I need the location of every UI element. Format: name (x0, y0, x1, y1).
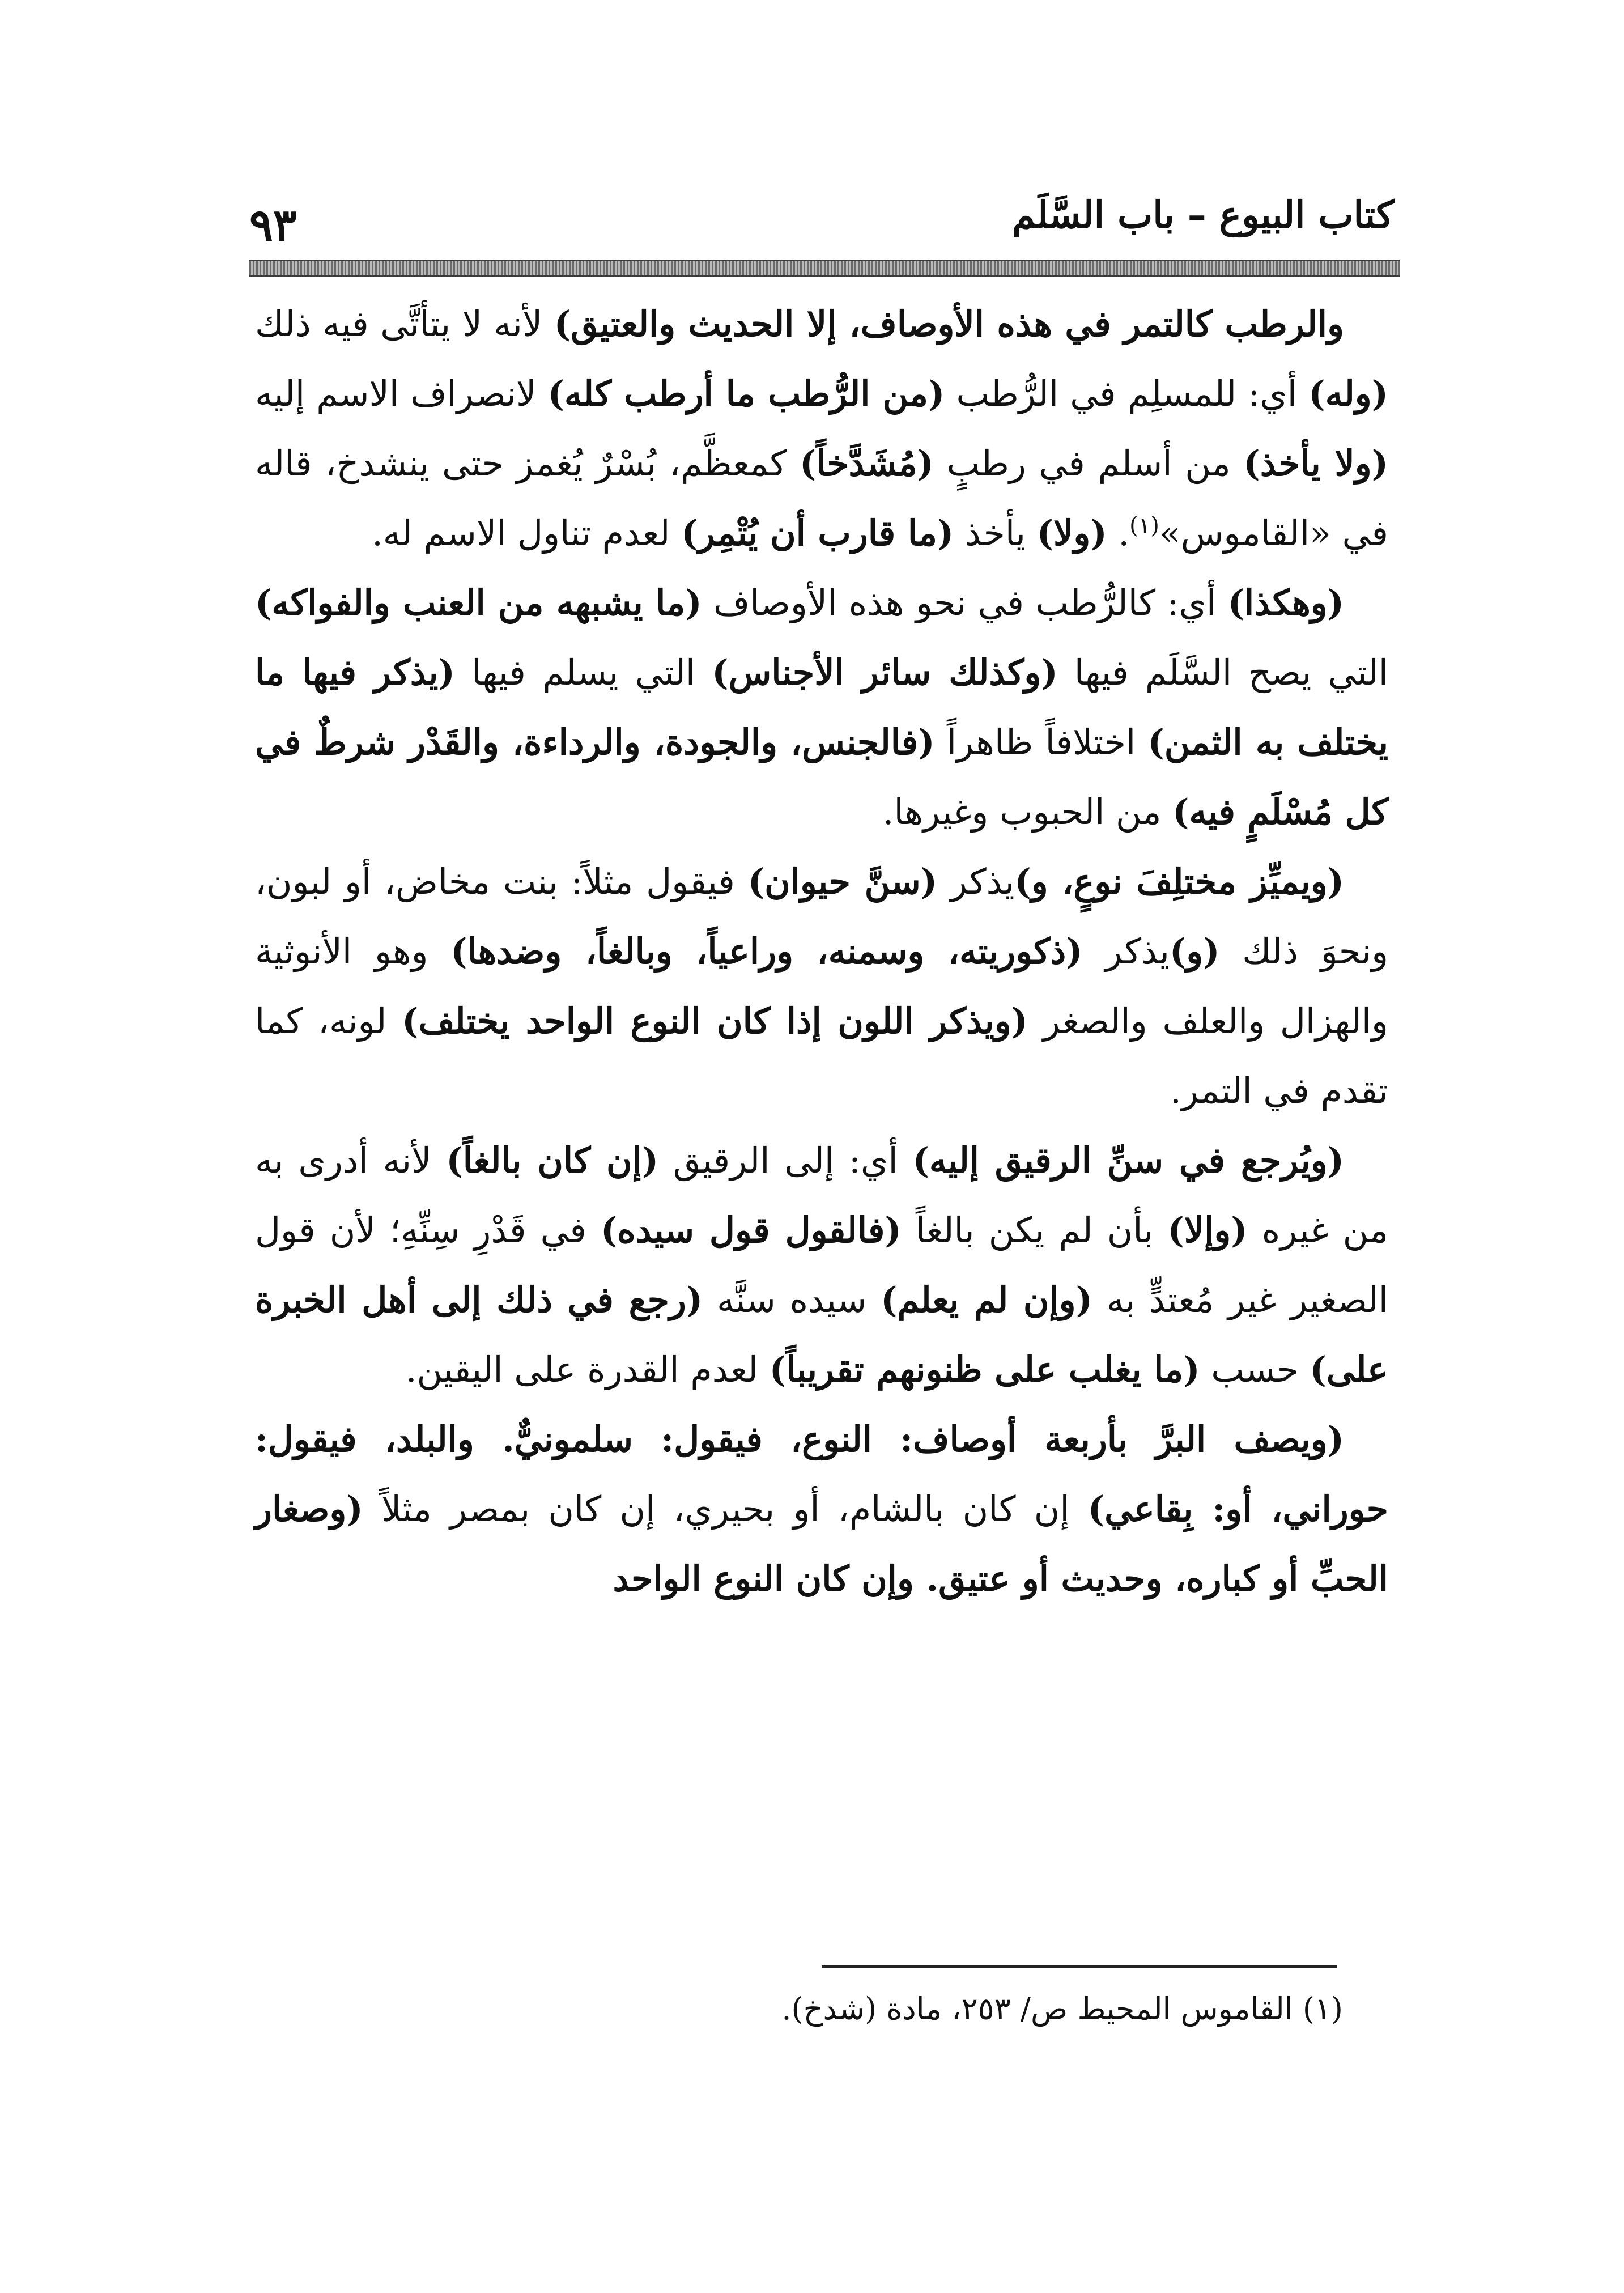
footnote-divider (822, 1965, 1337, 1968)
main-text (255, 289, 1388, 1613)
commentary-text: إن كان بالشام، أو بحيري، إن كان بمصر مثلاً (363, 1488, 1088, 1530)
matn-text: (إن كان بالغاً) (446, 1140, 659, 1181)
commentary-text: التي يسلم فيها (454, 652, 712, 693)
commentary-text: في قَدْرِ سِنِّهِ؛ لأن قول الصغير غير مُعتدٍّ به (255, 1209, 1388, 1320)
commentary-text: يذكر (937, 861, 1015, 902)
commentary-text: لونه، كما تقدم في التمر. (255, 1000, 1388, 1111)
commentary-text: التي يصح السَّلَم فيها (1057, 652, 1389, 693)
commentary-text: أي: للمسلِم في الرُّطب (945, 373, 1309, 414)
commentary-text: لانصراف الاسم إليه (255, 373, 548, 414)
commentary-text: لعدم تناول الاسم له. (372, 512, 682, 554)
matn-text: (ولا يأخذ) (1243, 443, 1388, 484)
matn-text: (رجع في ذلك إلى أهل الخبرة على) (255, 1279, 1388, 1390)
commentary-text: . (1107, 512, 1130, 554)
commentary-text: يأخذ (954, 512, 1037, 554)
matn-text: (من الرُّطب ما أرطب كله) (547, 373, 945, 414)
matn-text: (ولا) (1036, 512, 1107, 554)
paragraph (255, 289, 1388, 568)
footnote-ref: (١) (1129, 512, 1159, 539)
commentary-text: لعدم القدرة على اليقين. (405, 1349, 770, 1390)
matn-text: (ما يشبهه من العنب والفواكه) (255, 582, 702, 623)
matn-text: (ذكوريته، وسمنه، وراعياً، وبالغاً، وضدها) (450, 931, 1083, 972)
commentary-text: فيقول مثلاً: بنت مخاض، أو لبون، ونحوَ ذلك (255, 861, 1389, 972)
paragraph (255, 568, 1388, 847)
commentary-text: لأنه أدرى به من غيره (255, 1140, 1388, 1251)
matn-text: (يذكر فيها ما يختلف به الثمن) (255, 652, 1388, 763)
matn-text: (وهكذا) (1227, 582, 1345, 623)
matn-text: (ويُرجع في سنِّ الرقيق إليه) (912, 1140, 1345, 1181)
matn-text: (وإن لم يعلم) (881, 1279, 1092, 1320)
commentary-text: أي: كالرُّطب في نحو هذه الأوصاف (702, 582, 1228, 623)
page-header (249, 193, 1394, 266)
commentary-text: سيده سنَّه (703, 1279, 881, 1320)
commentary-text: اختلافاً ظاهراً (934, 721, 1148, 763)
matn-text: (ويذكر اللون إذا كان النوع الواحد يختلف) (402, 1000, 1028, 1042)
commentary-text: أي: إلى الرقيق (658, 1140, 913, 1181)
matn-text: (ويصف البرَّ بأربعة أوصاف: النوع، فيقول: سلمونيٌّ. والبلد، فيقول: حوراني، أو: بِقاعي) (255, 1419, 1389, 1530)
matn-text: (وكذلك سائر الأجناس) (712, 652, 1058, 693)
matn-text: (مُشَدَّخاً) (799, 443, 934, 484)
matn-text: (و) (1169, 931, 1220, 972)
running-title: كتاب البيوع – باب السَّلَم (1012, 193, 1394, 237)
commentary-text: يذكر (1082, 931, 1170, 972)
matn-text: (سنَّ حيوان) (747, 861, 938, 902)
matn-text: (ويميِّز مختلِفَ نوعٍ، و) (1014, 861, 1344, 902)
paragraph (255, 1126, 1388, 1404)
commentary-text: من أسلم في رطبٍ (933, 443, 1244, 484)
matn-text: (ما يغلب على ظنونهم تقريباً) (769, 1349, 1200, 1390)
paragraph (255, 1404, 1388, 1613)
commentary-text: وهو الأنوثية والهزال والعلف والصغر (255, 931, 1388, 1042)
commentary-text: بأن لم يكن بالغاً (901, 1209, 1168, 1251)
commentary-text: لأنه لا يتأتَّى فيه ذلك (255, 303, 554, 345)
commentary-text: من الحبوب وغيرها. (882, 791, 1173, 833)
matn-text: (وله) (1308, 373, 1388, 414)
commentary-text: كمعظَّم، بُسْرٌ يُغمز حتى ينشدخ، قاله في «القاموس» (255, 443, 1388, 554)
matn-text: (فالقول قول سيده) (600, 1209, 902, 1251)
page-number: ٩٣ (249, 199, 297, 251)
matn-text: والرطب كالتمر في هذه الأوصاف، إلا الحديث والعتيق) (554, 303, 1345, 345)
commentary-text: حسب (1200, 1349, 1310, 1390)
matn-text: (ما قارب أن يُتْمِر) (681, 512, 954, 554)
paragraph (255, 847, 1388, 1126)
footnote: (١) القاموس المحيط ص/ ٢٥٣، مادة (شدخ). (781, 1991, 1343, 2027)
matn-text: (فالجنس، والجودة، والرداءة، والقَدْر شرطٌ في كل مُسْلَمٍ فيه) (255, 721, 1388, 833)
header-divider (249, 260, 1400, 277)
matn-text: (وإلا) (1167, 1209, 1248, 1251)
matn-text: (وصغار الحبِّ أو كباره، وحديث أو عتيق. وإن كان النوع الواحد (255, 1488, 1388, 1599)
